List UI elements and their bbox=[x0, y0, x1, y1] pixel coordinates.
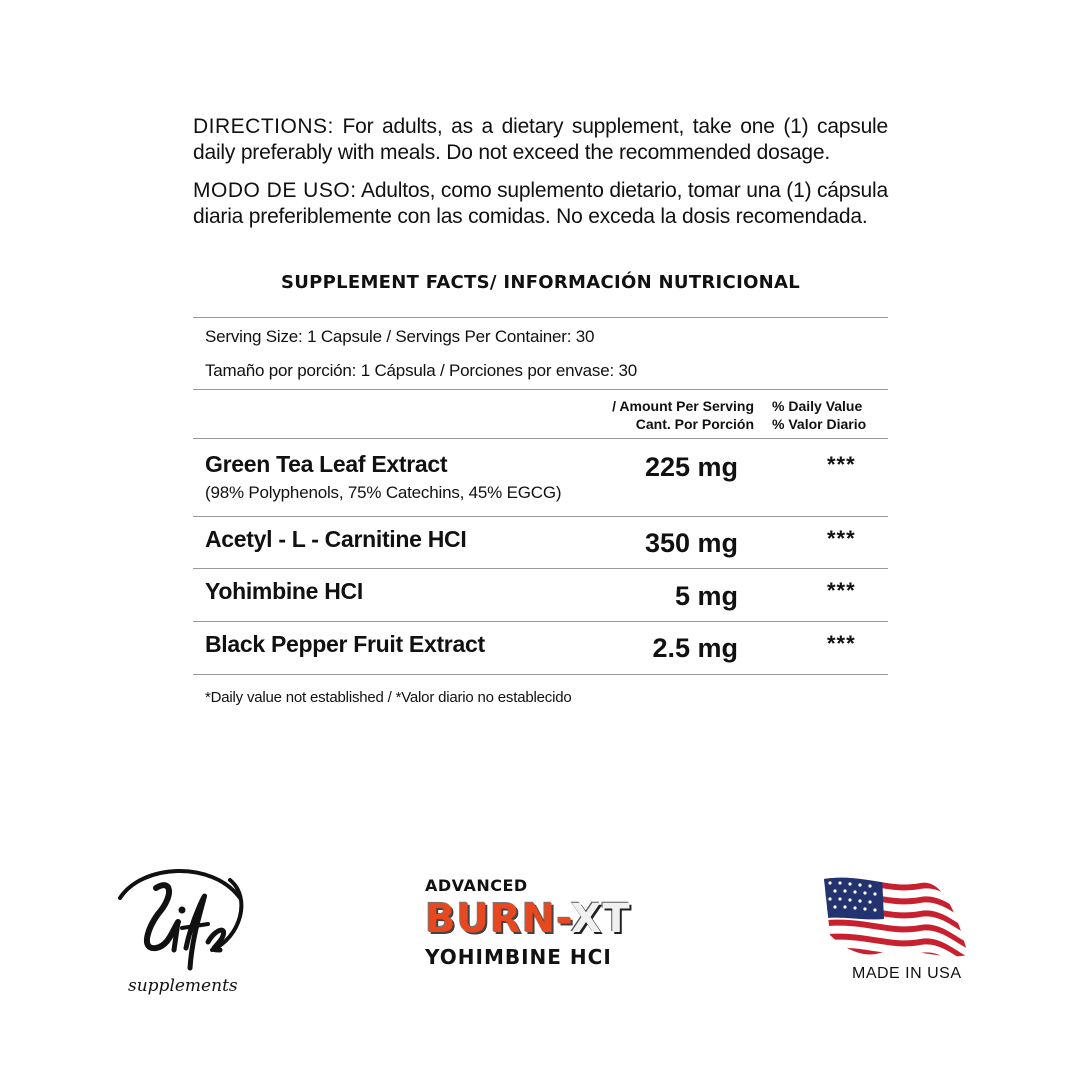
brand-xt-text: XT bbox=[570, 896, 631, 942]
column-header-amount-en: / Amount Per Serving bbox=[612, 398, 754, 414]
ingredient-amount: 5 mg bbox=[674, 581, 738, 611]
life-script-icon bbox=[112, 858, 252, 978]
footnote: *Daily value not established / *Valor diario no establecido bbox=[205, 689, 572, 706]
burn-xt-brand-logo bbox=[425, 876, 665, 969]
ingredient-amount: 350 mg bbox=[644, 528, 738, 558]
life-supplements-logo bbox=[112, 858, 252, 998]
ingredient-daily-value: *** bbox=[827, 452, 856, 477]
ingredient-name: Yohimbine HCI bbox=[205, 578, 363, 604]
column-header-amount bbox=[612, 397, 754, 433]
ingredient-name: Acetyl - L - Carnitine HCI bbox=[205, 526, 467, 552]
ingredient-amount: 2.5 mg bbox=[652, 633, 738, 663]
ingredient-daily-value: *** bbox=[827, 631, 856, 656]
directions-en-text: For adults, as a dietary supplement, take one (1) capsule daily preferably with meals. Do not exceed the recommended dosage. bbox=[193, 115, 888, 164]
directions-block bbox=[193, 114, 888, 242]
ingredient-subtext: (98% Polyphenols, 75% Catechins, 45% EGCG) bbox=[205, 483, 562, 502]
column-header-dv-en: % Daily Value bbox=[772, 398, 863, 414]
brand-subtitle: YOHIMBINE HCI bbox=[425, 945, 612, 969]
brand-advanced-label: ADVANCED bbox=[425, 876, 528, 895]
column-header-daily-value bbox=[772, 397, 866, 433]
made-in-usa-label: MADE IN USA bbox=[852, 965, 962, 982]
column-header-amount-es: Cant. Por Porción bbox=[635, 416, 754, 432]
ingredient-amount: 225 mg bbox=[644, 452, 738, 482]
life-supplements-text: supplements bbox=[128, 976, 238, 996]
ingredient-name: Black Pepper Fruit Extract bbox=[205, 631, 485, 657]
serving-size-en: Serving Size: 1 Capsule / Servings Per Container: 30 bbox=[205, 327, 595, 346]
serving-size-es: Tamaño por porción: 1 Cápsula / Porciones por envase: 30 bbox=[205, 361, 638, 380]
brand-name bbox=[425, 897, 665, 941]
ingredient-daily-value: *** bbox=[827, 578, 856, 603]
directions-spanish bbox=[193, 178, 888, 230]
column-header-dv-es: % Valor Diario bbox=[772, 416, 867, 432]
divider bbox=[193, 568, 888, 569]
directions-en-lead: DIRECTIONS: bbox=[193, 115, 334, 138]
divider bbox=[193, 438, 888, 439]
divider bbox=[193, 516, 888, 517]
divider bbox=[193, 674, 888, 675]
us-flag-graphic bbox=[820, 875, 972, 970]
directions-es-text: Adultos, como suplemento dietario, tomar una (1) cápsula diaria preferiblemente con las comidas. No exceda la dosis recomendada. bbox=[193, 179, 888, 228]
divider bbox=[193, 621, 888, 622]
divider bbox=[193, 389, 888, 390]
directions-english bbox=[193, 114, 888, 166]
ingredient-name: Green Tea Leaf Extract bbox=[205, 451, 448, 477]
brand-burn-text: BURN- bbox=[425, 896, 571, 942]
directions-es-lead: MODO DE USO: bbox=[193, 179, 357, 202]
ingredient-daily-value: *** bbox=[827, 526, 856, 551]
supplement-facts-title: SUPPLEMENT FACTS/ INFORMACIÓN NUTRICIONAL bbox=[280, 272, 801, 293]
divider bbox=[193, 317, 888, 318]
